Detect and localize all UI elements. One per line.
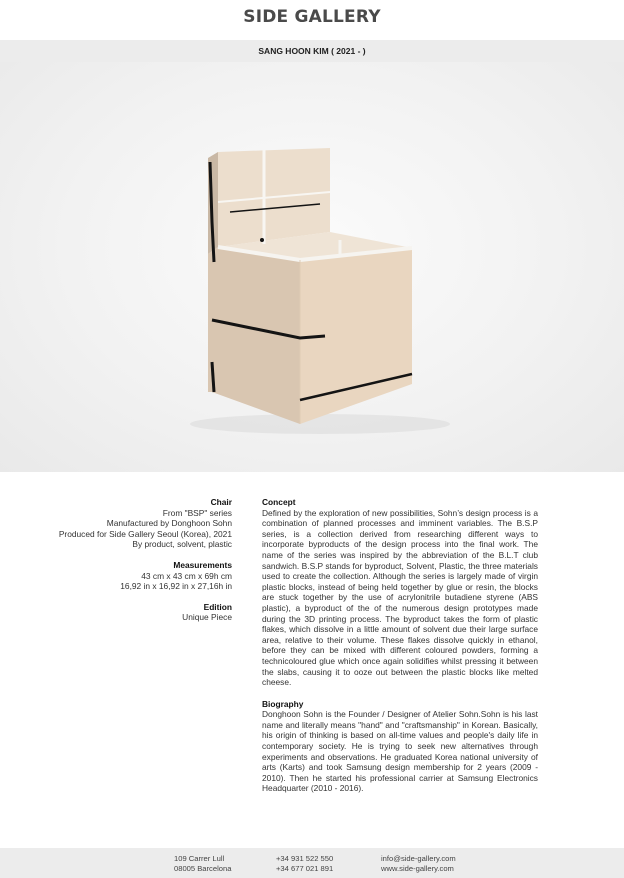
details-column <box>20 497 232 623</box>
chair-heading: Chair <box>210 497 232 507</box>
chair-illustration <box>0 62 624 472</box>
address-line: 08005 Barcelona <box>174 864 232 873</box>
text-column <box>262 497 538 794</box>
footer <box>0 848 624 878</box>
chair-line: From "BSP" series <box>162 507 232 518</box>
edition-heading: Edition <box>203 601 232 612</box>
header <box>0 0 624 40</box>
measurement-line: 16,92 in x 16,92 in x 27,16h in <box>120 581 232 592</box>
black-glue <box>212 362 214 392</box>
email-link[interactable]: info@side-gallery.com <box>381 854 456 863</box>
address-line: 109 Carrer Lull <box>174 854 225 863</box>
chair-shadow <box>190 414 450 434</box>
footer-address <box>174 854 231 874</box>
chair-line: Manufactured by Donghoon Sohn <box>106 518 232 529</box>
phone-link[interactable]: +34 677 021 891 <box>276 864 334 873</box>
black-glue <box>260 238 264 242</box>
footer-web <box>381 854 456 874</box>
chair-line: Produced for Side Gallery Seoul (Korea), 2021 <box>58 528 232 539</box>
concept-heading: Concept <box>262 497 296 507</box>
edition-line: Unique Piece <box>182 612 232 623</box>
gallery-logo: SIDE GALLERY <box>243 7 381 27</box>
footer-phones <box>276 854 333 874</box>
concept-text: Defined by the exploration of new possibilities, Sohn’s design process is a combination of planned processes and imminent variables. The B.S.P series, is a collection derived from researching different ways to incorporate byproducts of the design process into the final work. The name of the series was inspired by the abbreviation of the B.L.T club sandwich. B.S.P stands for byproduct, Solvent, Plastic, the three materials used to create the collection. Although the series is largely made of virgin plastic blocks, instead of being held together by glue or resin, the blocks are stuck together by the use of acrylonitrile butadiene styrene (ABS plastic), a byproduct of the of the numerous design prototypes made during the 3D printing process. The byproduct takes the form of plastic flakes, which dissolve in a little amount of solvent due their large surface area, relative to their volume. These flakes dissolve quickly in ethanol, before they can be mixed with different coloured powders, forming a technicoloured glue which once again solidifies whilst pressing it between the slabs, causing it to ooze out between the plastic blocks like melted cheese. <box>262 507 538 688</box>
chair-line: By product, solvent, plastic <box>132 539 232 550</box>
artist-title-bar: SANG HOON KIM ( 2021 - ) <box>0 40 624 62</box>
measurements-heading: Measurements <box>173 559 232 570</box>
biography-heading: Biography <box>262 698 304 709</box>
measurement-line: 43 cm x 43 cm x 69h cm <box>141 570 232 581</box>
website-link[interactable]: www.side-gallery.com <box>381 864 454 873</box>
chair-photo <box>0 62 624 472</box>
phone-link[interactable]: +34 931 522 550 <box>276 854 334 863</box>
biography-text: Donghoon Sohn is the Founder / Designer of Atelier Sohn.Sohn is his last name and literally means "hand" and "craftsmanship" in Korean. Basically, his origin of thinking is based on all-time values and people's daily life in contemporary society. He is trying to seek new alternatives through experiments and observations. He graduated Korea national university of arts (Karts) and took Samsung design membership for 2 years (2009 - 2010). Then he started his professional carrier at Samsung Electronics Headquarter (2010 - 2016). <box>262 709 538 794</box>
